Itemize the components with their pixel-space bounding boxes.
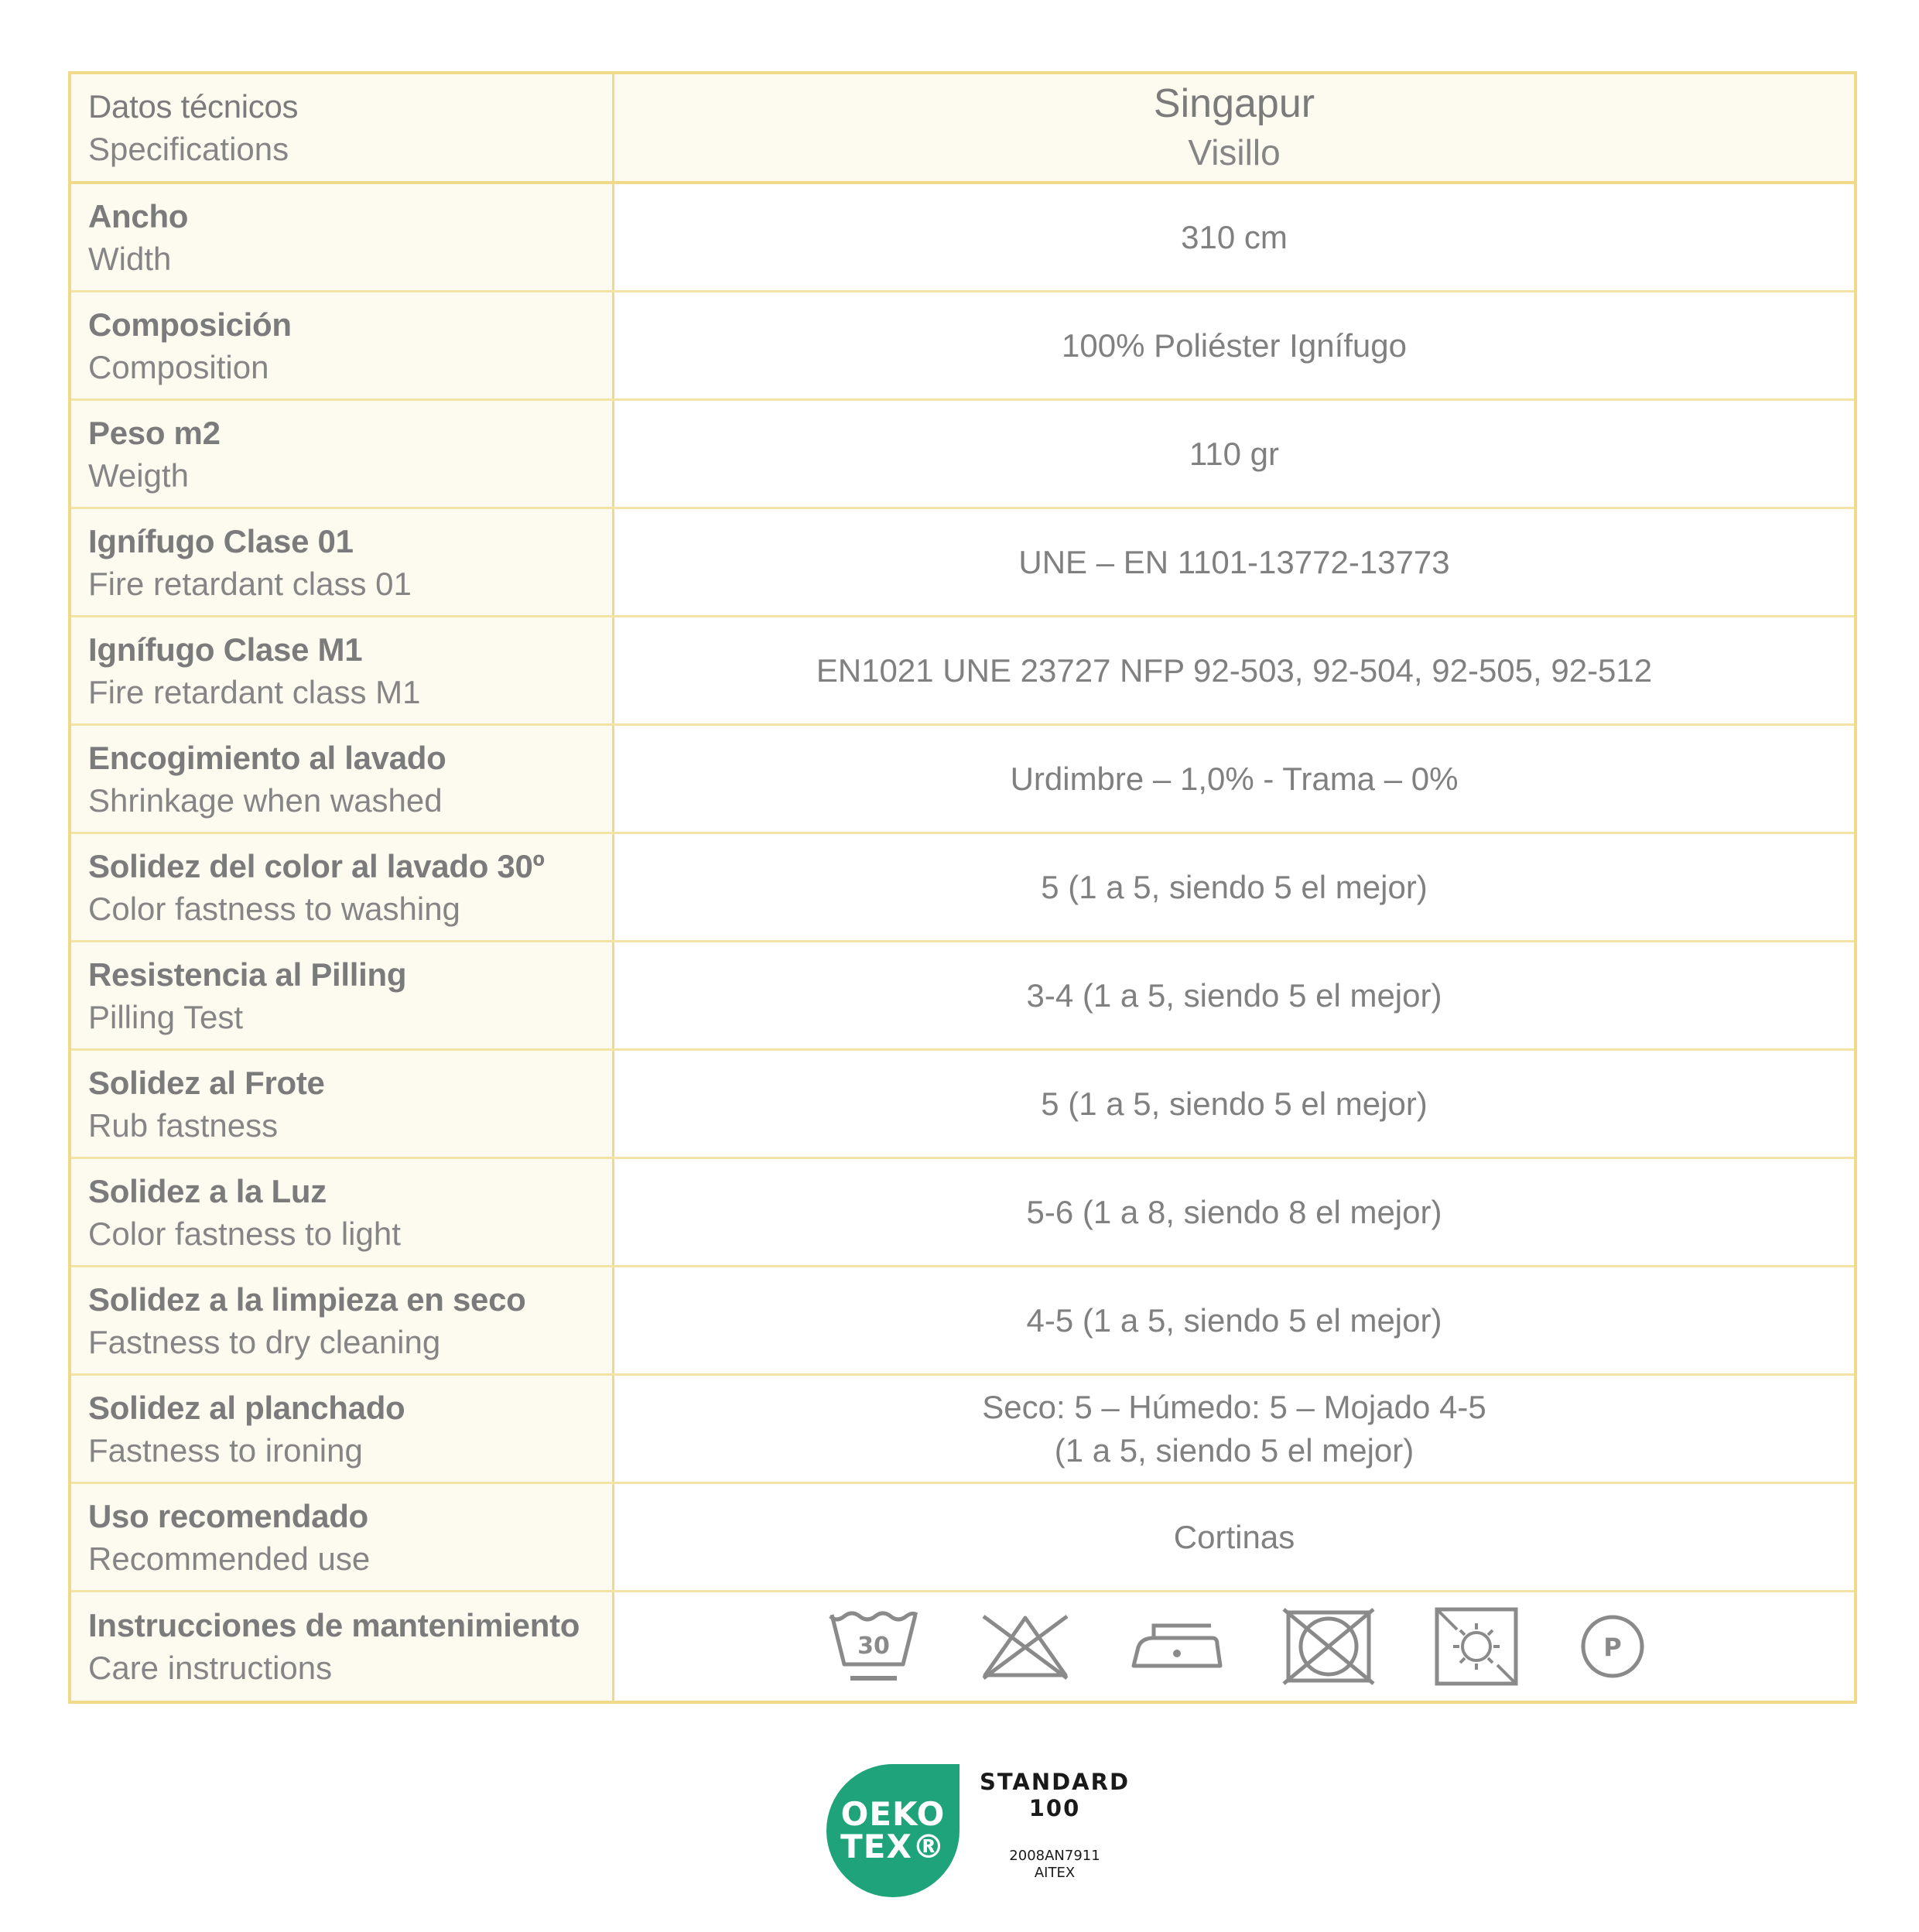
- dry-clean-p-icon: [1578, 1612, 1647, 1681]
- row-label-es: Solidez del color al lavado 30º: [88, 847, 545, 884]
- row-label-cell: [71, 1376, 614, 1482]
- row-label-en: Fastness to ironing: [88, 1431, 363, 1469]
- row-value-cell: [614, 184, 1854, 290]
- table-row: [71, 1051, 1854, 1159]
- no-tumble-dry-icon: [1282, 1608, 1375, 1685]
- row-label-cell: [71, 401, 614, 507]
- row-value: 5-6 (1 a 8, siendo 8 el mejor): [1026, 1193, 1442, 1230]
- product-type: Visillo: [1188, 132, 1281, 173]
- table-row: [71, 1267, 1854, 1376]
- row-value: 5 (1 a 5, siendo 5 el mejor): [1041, 868, 1428, 905]
- row-label-es: Solidez al planchado: [88, 1389, 405, 1426]
- row-label-es: Solidez a la Luz: [88, 1172, 327, 1209]
- table-row: [71, 401, 1854, 509]
- oeko-institute: AITEX: [1034, 1865, 1076, 1881]
- header-product-cell: [614, 74, 1854, 181]
- row-label-es: Composición: [88, 306, 292, 343]
- row-label-cell: [71, 1484, 614, 1590]
- table-row: [71, 1484, 1854, 1592]
- row-value-line1: Seco: 5 – Húmedo: 5 – Mojado 4-5: [982, 1388, 1486, 1425]
- table-row: [71, 1376, 1854, 1484]
- row-value-cell: [614, 834, 1854, 940]
- row-value: 5 (1 a 5, siendo 5 el mejor): [1041, 1085, 1428, 1122]
- table-row: [71, 1159, 1854, 1267]
- table-row: [71, 617, 1854, 726]
- row-value-cell: [614, 726, 1854, 832]
- oeko-logo-line1: OEKO: [840, 1795, 946, 1833]
- table-row: [71, 292, 1854, 401]
- row-label-en: Care instructions: [88, 1650, 333, 1686]
- row-value-cell: [614, 1267, 1854, 1373]
- iron-icon: [1131, 1619, 1223, 1674]
- row-value-cell: [614, 292, 1854, 398]
- row-label-cell: [71, 1159, 614, 1265]
- no-bleach-icon: [979, 1612, 1072, 1681]
- row-label-es: Ancho: [88, 197, 189, 234]
- row-value: 310 cm: [1181, 218, 1288, 255]
- table-row: [71, 834, 1854, 942]
- row-value: EN1021 UNE 23727 NFP 92-503, 92-504, 92-505, 92-512: [816, 651, 1653, 689]
- row-value-cell: [614, 942, 1854, 1048]
- row-label-cell: [71, 184, 614, 290]
- row-label-en: Pilling Test: [88, 998, 243, 1035]
- product-name: Singapur: [1153, 81, 1315, 126]
- row-value: 3-4 (1 a 5, siendo 5 el mejor): [1026, 976, 1442, 1014]
- row-label-cell: [71, 617, 614, 723]
- row-value-cell: [614, 509, 1854, 615]
- spec-table: [68, 71, 1857, 1704]
- oeko-standard-line1: STANDARD: [979, 1769, 1131, 1795]
- row-label-cell: [71, 726, 614, 832]
- dry-clean-label: P: [1603, 1633, 1622, 1662]
- row-label-en: Color fastness to light: [88, 1215, 401, 1252]
- row-value: UNE – EN 1101-13772-13773: [1018, 543, 1450, 580]
- row-label-cell: [71, 834, 614, 940]
- row-value-cell: [614, 401, 1854, 507]
- row-label-es: Resistencia al Pilling: [88, 956, 407, 993]
- oeko-standard-line2: 100: [1028, 1795, 1081, 1821]
- table-row: [71, 942, 1854, 1051]
- row-label-es: Peso m2: [88, 414, 221, 451]
- row-label-en: Fire retardant class M1: [88, 673, 421, 710]
- row-label-es: Instrucciones de mantenimiento: [88, 1607, 580, 1643]
- header-label-es: Datos técnicos: [88, 88, 299, 125]
- row-label-en: Rub fastness: [88, 1106, 279, 1144]
- row-value: 110 gr: [1189, 435, 1279, 472]
- row-value-cell: [614, 1484, 1854, 1590]
- oeko-logo-line2: TEX®: [840, 1828, 946, 1865]
- header-label-en: Specifications: [88, 131, 289, 167]
- row-value: Urdimbre – 1,0% - Trama – 0%: [1010, 760, 1459, 797]
- row-label-es: Uso recomendado: [88, 1497, 368, 1534]
- row-label-es: Solidez al Frote: [88, 1064, 325, 1101]
- table-header: [71, 74, 1854, 184]
- care-icons: [821, 1606, 1647, 1687]
- row-label-en: Shrinkage when washed: [88, 781, 443, 819]
- row-label-es: Ignífugo Clase M1: [88, 631, 363, 668]
- row-value-cell: [614, 617, 1854, 723]
- oeko-certificate-code: 2008AN7911: [1009, 1848, 1100, 1864]
- table-row: [71, 726, 1854, 834]
- row-label-cell: [71, 942, 614, 1048]
- row-label-cell: [71, 1592, 614, 1701]
- row-label-en: Width: [88, 240, 172, 277]
- table-row: [71, 509, 1854, 617]
- wash-30-icon: [827, 1610, 920, 1684]
- row-label-en: Weigth: [88, 456, 189, 494]
- oeko-standard: [973, 1769, 1136, 1821]
- row-label-es: Encogimiento al lavado: [88, 739, 446, 776]
- row-value: 100% Poliéster Ignífugo: [1062, 327, 1407, 364]
- row-value-cell: [614, 1051, 1854, 1157]
- row-value: Cortinas: [1173, 1518, 1295, 1555]
- row-value-cell: [614, 1376, 1854, 1482]
- row-label-en: Fastness to dry cleaning: [88, 1323, 441, 1360]
- row-value-cell: [614, 1159, 1854, 1265]
- care-icons-cell: [614, 1592, 1854, 1701]
- row-label-en: Recommended use: [88, 1540, 371, 1577]
- wash-temp-label: 30: [857, 1632, 890, 1660]
- table-row-care: [71, 1592, 1854, 1701]
- row-label-cell: [71, 292, 614, 398]
- row-label-en: Fire retardant class 01: [88, 565, 412, 602]
- dry-in-shade-icon: [1434, 1606, 1519, 1687]
- row-label-en: Composition: [88, 348, 269, 385]
- row-label-cell: [71, 1267, 614, 1373]
- row-label-es: Ignífugo Clase 01: [88, 522, 354, 559]
- header-label-cell: [71, 74, 614, 181]
- row-label-cell: [71, 1051, 614, 1157]
- table-row: [71, 184, 1854, 292]
- row-label-es: Solidez a la limpieza en seco: [88, 1281, 526, 1318]
- oeko-tex-badge: [826, 1764, 960, 1897]
- oeko-certificate: [973, 1848, 1136, 1882]
- row-value-line2: (1 a 5, siendo 5 el mejor): [1054, 1431, 1414, 1469]
- row-value: 4-5 (1 a 5, siendo 5 el mejor): [1026, 1301, 1442, 1339]
- row-label-cell: [71, 509, 614, 615]
- row-label-en: Color fastness to washing: [88, 890, 460, 927]
- oeko-tex-logo: [826, 1764, 1151, 1900]
